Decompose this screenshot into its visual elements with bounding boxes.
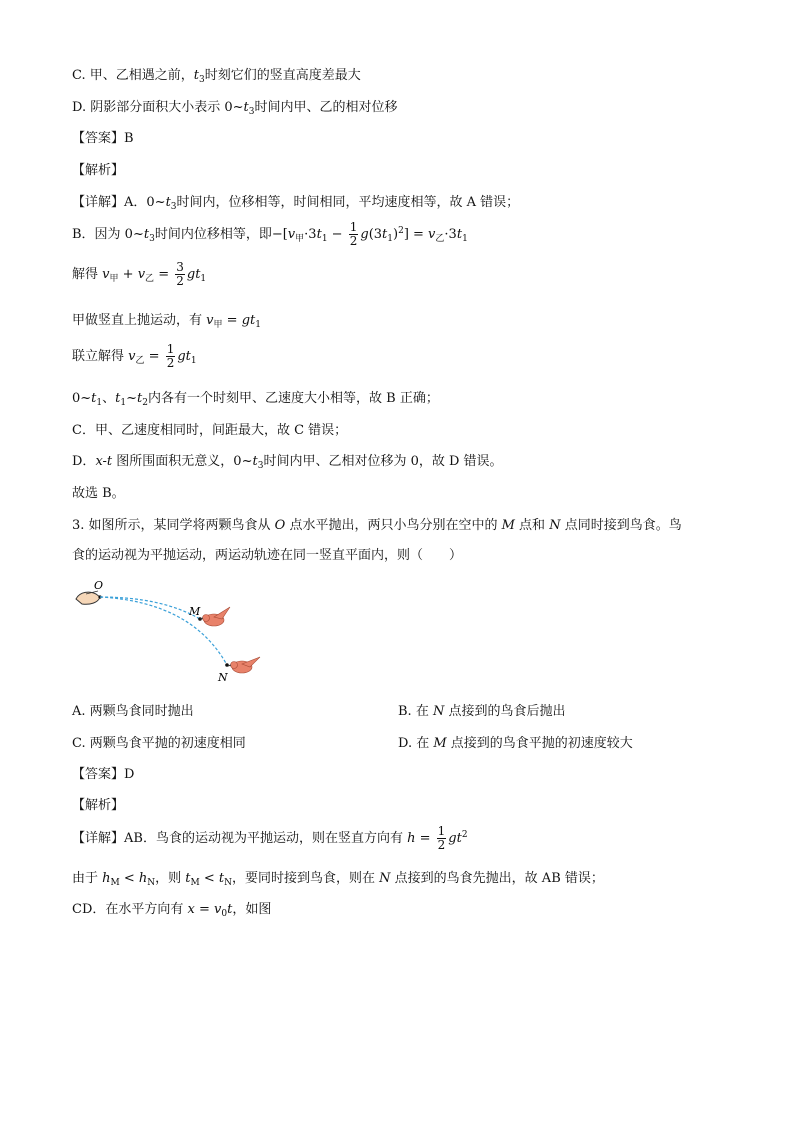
solve-line: 解得 $v_甲 + v_乙$ = $\frac{3}{2}$ $gt_1$ [72,260,207,288]
label-o: O [94,579,104,592]
option-b: B. 在 N 点接到的鸟食后抛出 [398,704,566,719]
trajectory-m [100,597,200,619]
trajectory-n [100,597,227,665]
answer-label-2: 【答案】D [72,767,135,782]
cd-line: CD．在水平方向有 $x = v_0t$，如图 [72,902,272,919]
hand-icon [76,591,100,604]
option-c: C. 两颗鸟食平抛的初速度相同 [72,736,246,751]
b-conclusion: $0\sim t_1$、$t_1\sim t_2$内各有一个时刻甲、乙速度大小相等，故 B 正确； [72,391,439,408]
bird-m-icon [200,607,230,626]
detail-a: 【详解】A．$0\sim t_3$时间内，位移相等，时间相同，平均速度相等，故 A 错误； [72,195,520,212]
option-d: D. 在 M 点接到的鸟食平抛的初速度较大 [398,736,633,751]
analysis-label-1: 【解析】 [72,163,125,178]
option-c-prev: C. 甲、乙相遇之前，$t_3$时刻它们的竖直高度差最大 [72,68,361,85]
vertical-throw: 甲做竖直上抛运动，有 $v_甲 = gt_1$ [72,313,261,330]
option-a: A. 两颗鸟食同时抛出 [72,704,194,719]
d-conclusion: D．x-t 图所围面积无意义，$0\sim t_3$时间内甲、乙相对位移为 0，故 D 错误。 [72,454,503,471]
question-3-line-1: 3. 如图所示，某同学将两颗鸟食从 O 点水平抛出，两只小鸟分别在空中的 M 点和 N 点同时接到鸟食。鸟 [72,518,682,533]
analysis-label-2: 【解析】 [72,798,125,813]
projectile-figure [72,577,272,687]
label-m: M [189,605,201,618]
detail-b: B．因为 $0\sim t_3$时间内位移相等，即$-[v_甲\cdot 3t_1$ − $\frac{1}{2}$ $g(3t_1)^2] = v_乙\cdot 3t_1$ [72,220,468,248]
option-d-prev: D. 阴影部分面积大小表示 $0\sim t_3$时间内甲、乙的相对位移 [72,100,398,117]
question-3-line-2: 食的运动视为平抛运动，两运动轨迹在同一竖直平面内，则（ ） [72,548,463,563]
detail-ab: 【详解】AB．鸟食的运动视为平抛运动，则在竖直方向有 h = $\frac{1}{2}$ $gt^2$ [72,824,468,852]
label-n: N [218,671,228,684]
answer-label-1: 【答案】B [72,131,134,146]
combine-line: 联立解得 $v_乙$ = $\frac{1}{2}$ $gt_1$ [72,342,197,370]
c-conclusion: C．甲、乙速度相同时，间距最大，故 C 错误； [72,423,348,438]
choose-b: 故选 B。 [72,486,125,501]
since-line: 由于 $h_M < h_N$，则 $t_M < t_N$，要同时接到鸟食，则在 N 点接到的鸟食先抛出，故 AB 错误； [72,871,604,888]
bird-n-icon [228,657,260,673]
